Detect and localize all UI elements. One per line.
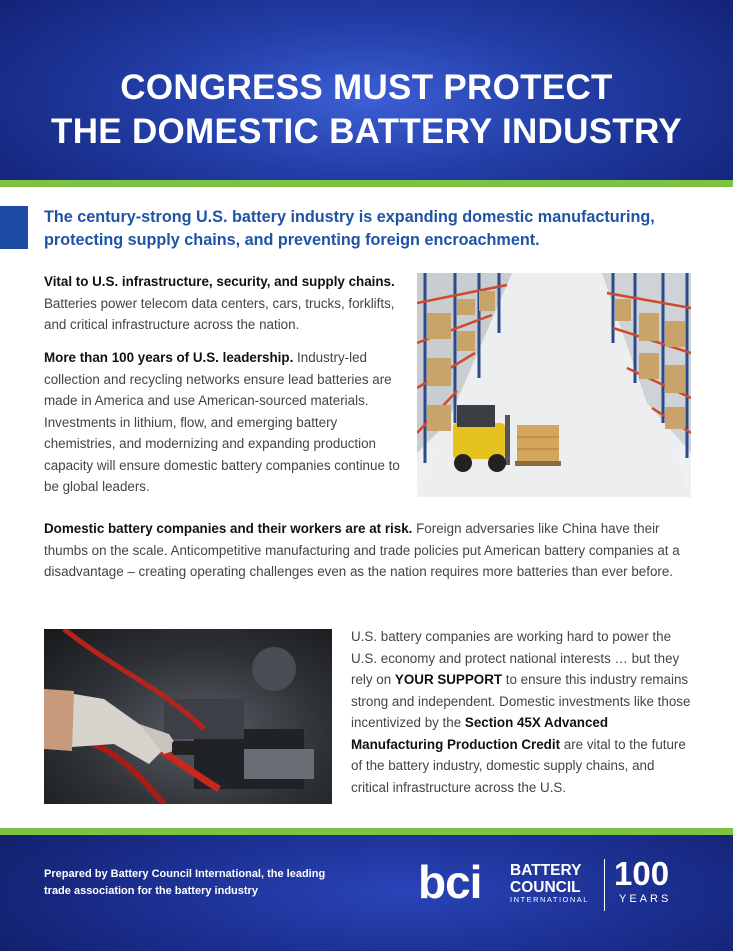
section-support: [351, 626, 696, 798]
section-leadership: [44, 347, 409, 498]
intro-accent: [0, 206, 28, 249]
intro-statement: The century-strong U.S. battery industry is expanding domestic manufacturing, protecting supply chains, and preventing foreign encroachment.: [44, 208, 655, 249]
section-leadership-body: Industry-led collection and recycling networks ensure lead batteries are made in America and use American-sourced materials. Investments in lithium, flow, and emerging battery chemistries, and modernizing and expanding production capacity will ensure domestic battery companies continue to be global leaders.: [44, 350, 400, 494]
bci-logo-line-council: COUNCIL: [510, 879, 581, 896]
logo-divider: [604, 859, 605, 911]
engine-illustration: [44, 629, 332, 804]
section-infrastructure-heading: Vital to U.S. infrastructure, security, and supply chains.: [44, 274, 395, 289]
support-text-1: U.S. battery companies are working hard to power the U.S. economy and protect national interests … but they rely on: [351, 629, 680, 687]
support-text-2: to ensure this industry remains strong and independent. Domestic investments like those incentivized by the: [351, 672, 691, 730]
title-line-2: THE DOMESTIC BATTERY INDUSTRY: [51, 112, 682, 151]
footer-divider: [0, 828, 733, 835]
support-emphasis-your-support: YOUR SUPPORT: [394, 672, 503, 687]
support-emphasis-section-45x: Section 45X Advanced Manufacturing Production Credit: [351, 715, 609, 752]
bci-logo: [418, 857, 598, 909]
section-risk-body: Foreign adversaries like China have their thumbs on the scale. Anticompetitive manufacturing and trade policies put American battery companies at a disadvantage – creating operating challenges even as the nation requires more batteries than ever before.: [44, 521, 680, 579]
bci-logo-letters: bci: [418, 856, 482, 908]
years-number: 100: [614, 855, 670, 892]
section-risk: [44, 518, 684, 583]
prepared-by-text: Prepared by Battery Council International, the leading trade association for the battery industry: [44, 868, 326, 897]
years-label: YEARS: [619, 893, 672, 905]
section-risk-heading: Domestic battery companies and their workers are at risk.: [44, 521, 413, 536]
warehouse-forklift-photo: [417, 273, 691, 497]
title-line-1: CONGRESS MUST PROTECT: [120, 68, 613, 107]
section-leadership-heading: More than 100 years of U.S. leadership.: [44, 350, 294, 365]
header-divider: [0, 180, 733, 187]
support-text-3: are vital to the future of the battery industry, domestic supply chains, and critical infrastructure across the U.S.: [351, 736, 686, 795]
warehouse-illustration: [417, 273, 691, 497]
footer-banner: [0, 835, 733, 951]
bci-logo-international: INTERNATIONAL: [510, 895, 589, 904]
header-banner: [0, 0, 733, 180]
bci-logo-line-battery: BATTERY: [510, 862, 582, 879]
section-infrastructure-body: Batteries power telecom data centers, cars, trucks, forklifts, and critical infrastructure across the nation.: [44, 295, 395, 332]
section-infrastructure: [44, 271, 409, 336]
bci-logo-name: [510, 862, 581, 896]
jumper-cable-photo: [44, 629, 332, 804]
page-title: [0, 66, 733, 154]
